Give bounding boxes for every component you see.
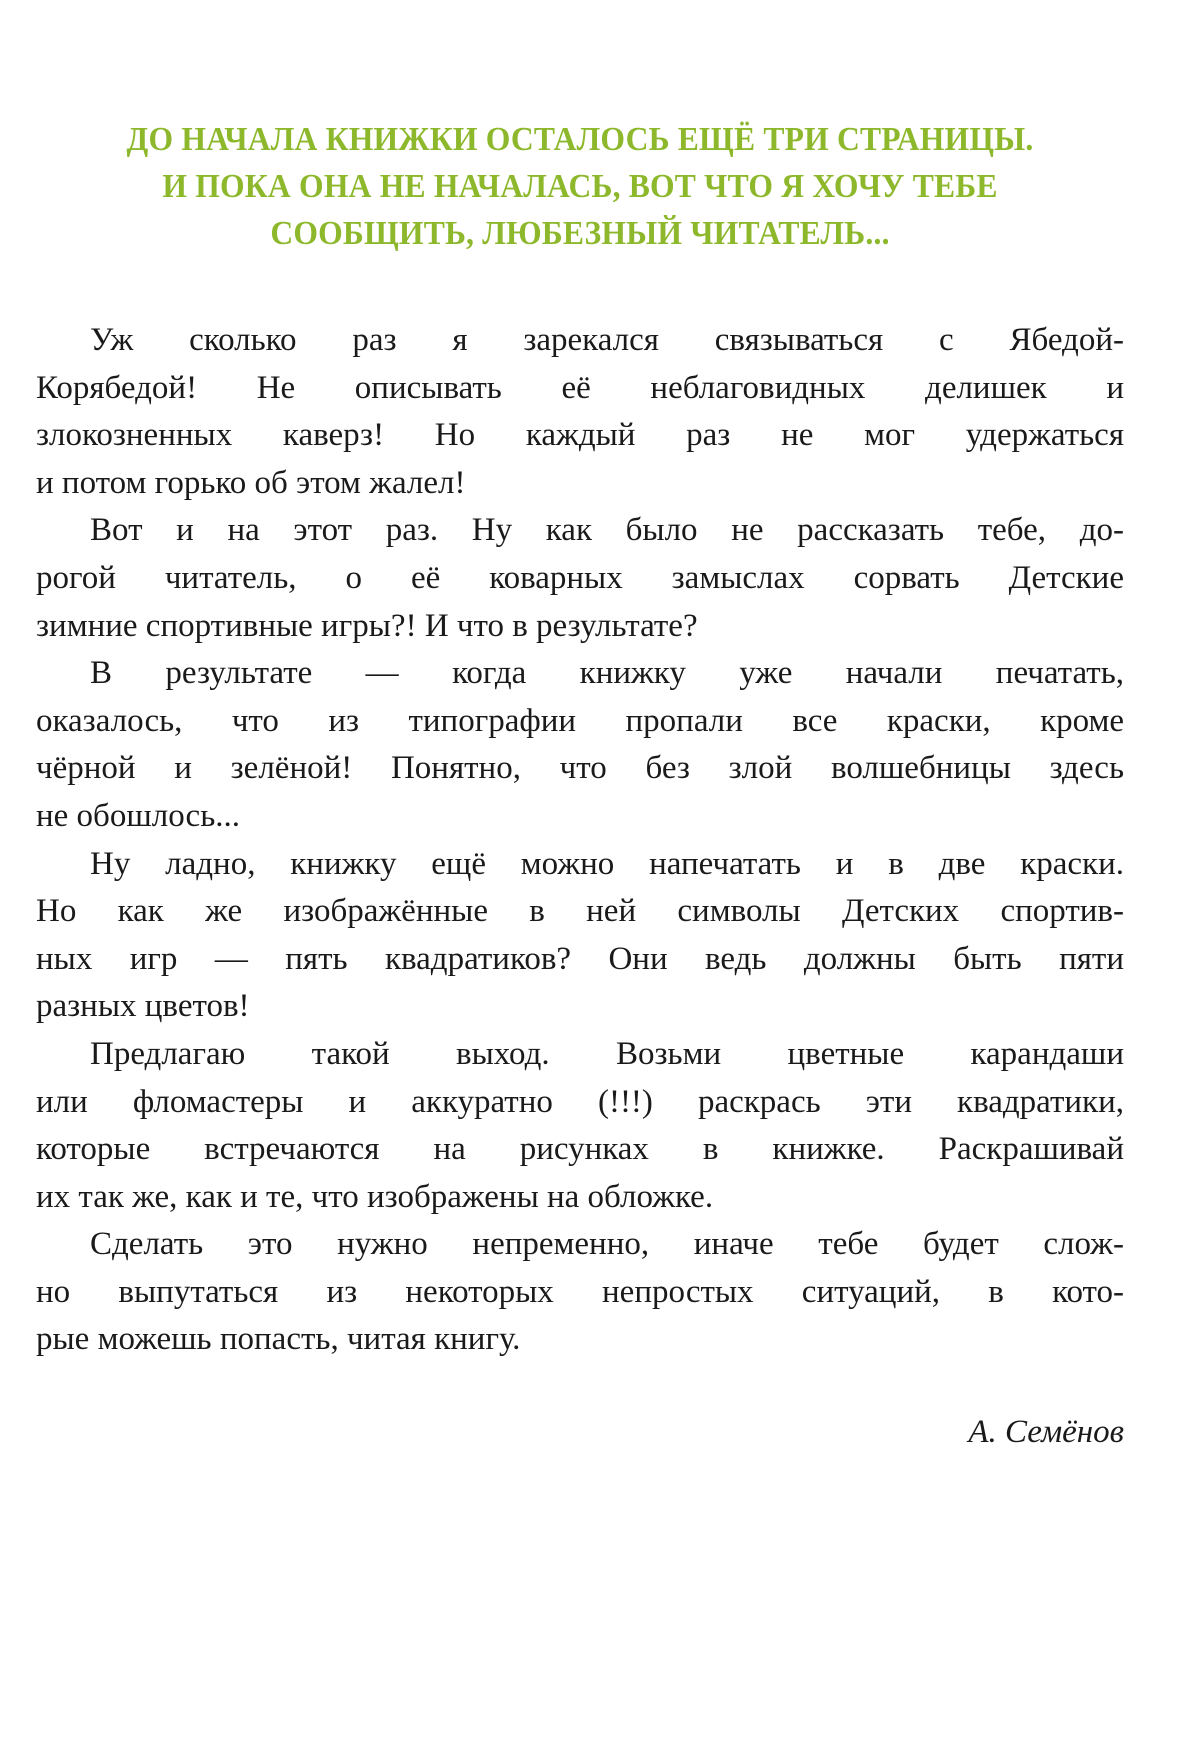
text-line: которые встречаются на рисунках в книжке. Раскрашивай	[36, 1131, 1124, 1168]
text-line: Но как же изображённые в ней символы Детских спортив-	[36, 893, 1124, 930]
text-line: и потом горько об этом жалел!	[36, 464, 466, 501]
text-line: их так же, как и те, что изображены на обложке.	[36, 1178, 714, 1215]
text-line: чёрной и зелёной! Понятно, что без злой волшебницы здесь	[36, 750, 1124, 787]
text-line: Уж сколько раз я зарекался связываться с Ябедой-	[90, 322, 1124, 358]
text-line: рые можешь попасть, читая книгу.	[36, 1321, 521, 1358]
author-signature: А. Семёнов	[968, 1414, 1124, 1451]
text-line: Сделать это нужно непременно, иначе тебе будет слож-	[90, 1226, 1124, 1263]
text-line: злокозненных каверз! Но каждый раз не мог удержаться	[36, 417, 1124, 454]
text-line: или фломастеры и аккуратно (!!!) раскрась эти квадратики,	[36, 1083, 1124, 1120]
book-page	[36, 116, 1124, 1452]
text-line: зимние спортивные игры?! И что в результате?	[36, 607, 698, 644]
text-line: рогой читатель, о её коварных замыслах сорвать Детские	[36, 559, 1124, 596]
paragraph-3	[36, 650, 1124, 840]
text-line: но выпутаться из некоторых непростых ситуаций, в кото-	[36, 1273, 1124, 1310]
paragraph-2	[36, 507, 1124, 650]
text-line: оказалось, что из типографии пропали все краски, кроме	[36, 702, 1124, 739]
text-line: Корябедой! Не описывать её неблаговидных делишек и	[36, 369, 1124, 406]
text-line: В результате — когда книжку уже начали печатать,	[90, 655, 1124, 692]
heading-line: И ПОКА ОНА НЕ НАЧАЛАСЬ, ВОТ ЧТО Я ХОЧУ ТЕБЕ	[162, 168, 998, 205]
text-line: Ну ладно, книжку ещё можно напечатать и в две краски.	[90, 845, 1124, 882]
text-line: разных цветов!	[36, 988, 250, 1025]
body-text	[36, 317, 1124, 1364]
text-line: ных игр — пять квадратиков? Они ведь должны быть пяти	[36, 940, 1124, 977]
text-line: Вот и на этот раз. Ну как было не рассказать тебе, до-	[90, 512, 1124, 549]
text-line: не обошлось...	[36, 797, 240, 834]
heading-line: ДО НАЧАЛА КНИЖКИ ОСТАЛОСЬ ЕЩЁ ТРИ СТРАНИЦЫ.	[126, 121, 1034, 158]
paragraph-6	[36, 1221, 1124, 1364]
text-line: Предлагаю такой выход. Возьми цветные карандаши	[90, 1035, 1124, 1072]
paragraph-5	[36, 1031, 1124, 1221]
paragraph-4	[36, 841, 1124, 1031]
page-heading	[74, 116, 1086, 257]
heading-line: СООБЩИТЬ, ЛЮБЕЗНЫЙ ЧИТАТЕЛЬ...	[270, 215, 890, 252]
paragraph-1	[36, 317, 1124, 507]
